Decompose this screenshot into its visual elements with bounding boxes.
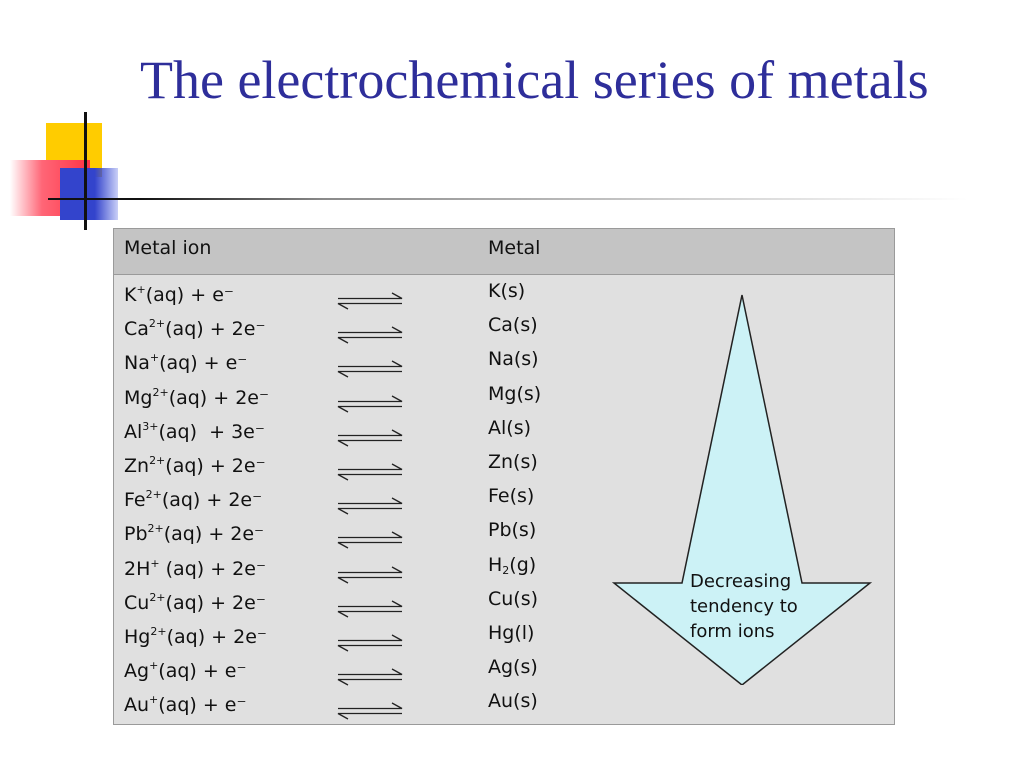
equilibrium-arrows-icon [336, 326, 404, 344]
equilibrium-arrows-icon [336, 497, 404, 515]
table-header [114, 229, 894, 275]
metal-ion-cell [124, 694, 247, 716]
metal-cell: K(s) [488, 280, 526, 302]
ion-state-electrons: (aq) + 2e⁻ [159, 557, 266, 580]
ion-state-electrons: (aq) + 3e⁻ [158, 420, 265, 443]
electrochemical-series-table [113, 228, 895, 725]
metal-ion-cell [124, 387, 269, 409]
metal-ion-cell [124, 592, 266, 614]
ion-symbol: Ca [124, 318, 149, 341]
metal-cell: Al(s) [488, 416, 532, 439]
metal-cell: Hg(l) [488, 622, 535, 644]
equilibrium-arrows-icon [336, 634, 404, 652]
ion-charge: 2+ [152, 385, 169, 399]
ion-charge: 3+ [142, 419, 159, 433]
ion-charge: + [136, 283, 146, 296]
ion-state-electrons: (aq) + e⁻ [145, 284, 234, 306]
decor-vertical-line [84, 112, 87, 230]
metal-cell: Fe(s) [488, 485, 535, 508]
metal-state: (g) [509, 553, 537, 576]
arrow-label-line: form ions [690, 621, 775, 642]
ion-charge: 2+ [145, 488, 162, 502]
metal-ion-cell [124, 352, 247, 374]
ion-state-electrons: (aq) + 2e⁻ [165, 455, 266, 477]
metal-ion-cell [124, 626, 267, 648]
ion-state-electrons: (aq) + e⁻ [158, 660, 247, 683]
metal-ion-cell [124, 455, 266, 477]
metal-cell: Na(s) [488, 348, 539, 371]
metal-ion-cell [124, 318, 265, 340]
ion-charge: 2+ [148, 317, 166, 331]
ion-symbol: 2H [124, 557, 151, 580]
ion-state-electrons: (aq) + 2e⁻ [161, 489, 263, 512]
metal-ion-cell [124, 660, 247, 682]
equilibrium-arrows-icon [336, 463, 404, 481]
metal-cell: Cu(s) [488, 587, 539, 610]
metal-cell: Ag(s) [488, 656, 538, 679]
metal-symbol: H [488, 553, 503, 576]
ion-charge: + [150, 556, 160, 570]
header-metal-ion: Metal ion [124, 237, 212, 259]
ion-symbol: Cu [124, 591, 150, 614]
ion-charge: 2+ [149, 454, 166, 467]
ion-charge: + [149, 693, 159, 707]
ion-charge: + [149, 351, 160, 365]
ion-state-electrons: (aq) + e⁻ [159, 352, 248, 375]
equilibrium-arrows-icon [336, 702, 404, 720]
ion-symbol: Mg [124, 386, 153, 409]
metal-cell: Zn(s) [488, 451, 538, 473]
metal-cell [488, 554, 536, 576]
metal-cell: Ca(s) [488, 314, 538, 337]
metal-ion-cell [124, 523, 264, 545]
title-underline [48, 198, 968, 200]
table-row [114, 690, 894, 728]
ion-symbol: Zn [124, 455, 150, 477]
decor-blue-square [60, 168, 118, 220]
equilibrium-arrows-icon [336, 531, 404, 549]
ion-state-electrons: (aq) + 2e⁻ [163, 523, 265, 546]
arrow-label-line: tendency to [690, 596, 798, 617]
ion-state-electrons: (aq) + 2e⁻ [165, 318, 266, 341]
ion-symbol: Fe [124, 489, 146, 512]
equilibrium-arrows-icon [336, 395, 404, 413]
equilibrium-arrows-icon [336, 668, 404, 686]
ion-state-electrons: (aq) + 2e⁻ [165, 591, 266, 614]
equilibrium-arrows-icon [336, 566, 404, 584]
ion-symbol: K [124, 284, 137, 306]
metal-cell: Mg(s) [488, 382, 542, 405]
ion-symbol: Ag [124, 660, 150, 683]
slide-title: The electrochemical series of metals [140, 50, 929, 110]
metal-ion-cell [124, 489, 262, 511]
ion-symbol: Na [124, 352, 150, 375]
header-metal: Metal [488, 237, 541, 259]
ion-state-electrons: (aq) + 2e⁻ [168, 386, 270, 409]
ion-symbol: Al [124, 420, 143, 443]
metal-ion-cell [124, 558, 266, 580]
equilibrium-arrows-icon [336, 360, 404, 378]
equilibrium-arrows-icon [336, 429, 404, 447]
ion-charge: + [149, 659, 159, 673]
metal-cell: Au(s) [488, 690, 538, 713]
arrow-label-line: Decreasing [690, 571, 792, 592]
ion-charge: 2+ [150, 625, 167, 638]
equilibrium-arrows-icon [336, 600, 404, 618]
ion-symbol: Pb [124, 523, 148, 546]
metal-cell: Pb(s) [488, 519, 537, 542]
ion-state-electrons: (aq) + 2e⁻ [166, 626, 267, 648]
ion-charge: 2+ [147, 522, 164, 536]
ion-state-electrons: (aq) + e⁻ [158, 694, 247, 717]
ion-charge: 2+ [149, 590, 166, 604]
ion-symbol: Hg [124, 626, 151, 648]
arrow-label [690, 569, 830, 644]
equilibrium-arrows-icon [336, 292, 404, 310]
metal-subscript: 2 [502, 563, 510, 577]
metal-ion-cell [124, 421, 265, 443]
ion-symbol: Au [124, 694, 150, 717]
metal-ion-cell [124, 284, 234, 306]
